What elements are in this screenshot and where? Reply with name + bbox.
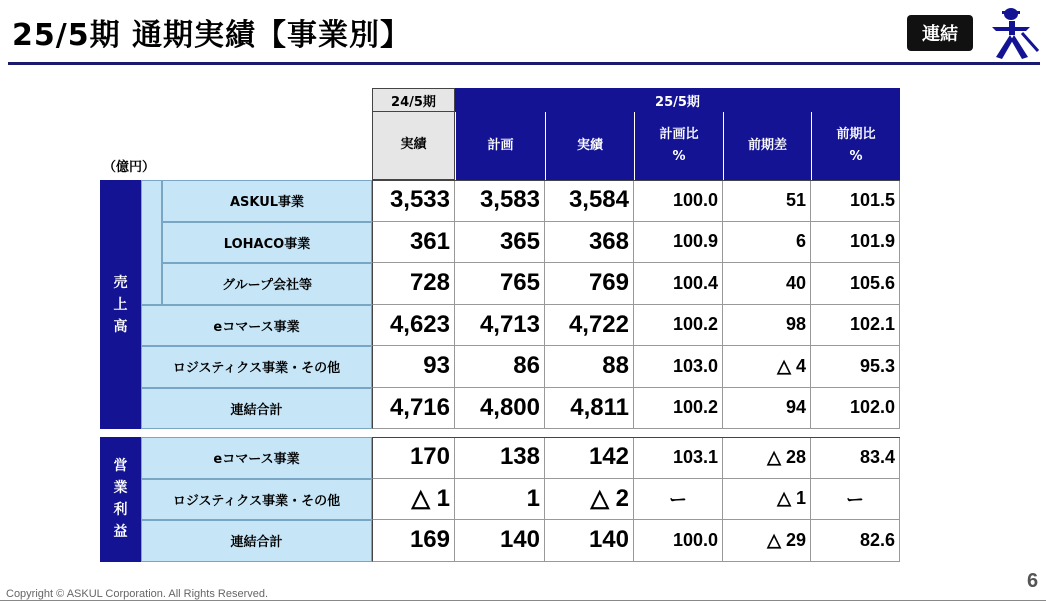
sales-side-label-char: 売 — [113, 274, 128, 291]
table-cell: 361 — [372, 222, 455, 264]
table-cell: 100.0 — [634, 180, 723, 222]
table-cell: △ 29 — [723, 520, 811, 562]
table-cell: 3,583 — [455, 180, 545, 222]
table-cell: △ 4 — [723, 346, 811, 388]
table-cell: 3,584 — [545, 180, 634, 222]
table-cell: 95.3 — [811, 346, 900, 388]
table-cell: 4,623 — [372, 305, 455, 347]
table-cell: 765 — [455, 263, 545, 305]
sales-side-label — [100, 180, 141, 429]
table-cell: 88 — [545, 346, 634, 388]
table-cell: 100.0 — [634, 520, 723, 562]
column-header — [723, 112, 811, 180]
column-header-unit: % — [672, 149, 686, 164]
table-cell: 4,811 — [545, 388, 634, 430]
table-cell: 728 — [372, 263, 455, 305]
curr-period-header: 25/5期 — [455, 88, 900, 112]
page-title: 25/5期 通期実績【事業別】 — [12, 18, 412, 53]
table-cell: 100.2 — [634, 388, 723, 430]
footer-divider — [0, 600, 1046, 601]
copyright: Copyright © ASKUL Corporation. All Rights Reserved. — [6, 588, 269, 600]
column-header-label: 計画 — [487, 138, 514, 153]
column-header — [811, 112, 900, 180]
table-cell: 100.9 — [634, 222, 723, 264]
column-header-label: 計画比 — [659, 127, 699, 142]
table-cell: ー — [634, 479, 723, 521]
table-cell: 83.4 — [811, 437, 900, 479]
table-cell: △ 28 — [723, 437, 811, 479]
column-header-label: 前期比 — [836, 127, 876, 142]
op-profit-side-label-char: 利 — [113, 502, 128, 519]
op-profit-side-label — [100, 437, 141, 562]
table-cell: 51 — [723, 180, 811, 222]
table-cell: 102.0 — [811, 388, 900, 430]
row-name: LOHACO事業 — [162, 222, 372, 264]
table-cell: 103.1 — [634, 437, 723, 479]
table-cell: 365 — [455, 222, 545, 264]
op-profit-side-label-char: 益 — [113, 524, 128, 541]
table-cell: 86 — [455, 346, 545, 388]
row-name: ASKUL事業 — [162, 180, 372, 222]
table-cell: ー — [811, 479, 900, 521]
row-name: グループ会社等 — [162, 263, 372, 305]
table-cell: 101.9 — [811, 222, 900, 264]
table-cell: 4,722 — [545, 305, 634, 347]
table-cell: 138 — [455, 437, 545, 479]
table-cell: 4,716 — [372, 388, 455, 430]
page-number: 6 — [1027, 570, 1039, 592]
table-cell: 82.6 — [811, 520, 900, 562]
table-cell: 140 — [455, 520, 545, 562]
table-cell: 100.2 — [634, 305, 723, 347]
indent-strip — [141, 180, 162, 305]
table-cell: 101.5 — [811, 180, 900, 222]
table-cell: 368 — [545, 222, 634, 264]
row-name: 連結合計 — [141, 388, 372, 430]
column-header-unit: % — [849, 149, 863, 164]
op-profit-side-label-char: 営 — [113, 458, 128, 475]
table-cell: 105.6 — [811, 263, 900, 305]
column-header-label: 実績 — [576, 138, 603, 153]
sales-side-label-char: 高 — [113, 318, 128, 335]
column-header — [634, 112, 723, 180]
table-cell: 6 — [723, 222, 811, 264]
table-border — [372, 437, 900, 438]
table-cell: 142 — [545, 437, 634, 479]
table-cell: 1 — [455, 479, 545, 521]
sales-side-label-char: 上 — [113, 296, 128, 313]
table-cell: △ 2 — [545, 479, 634, 521]
row-name: ロジスティクス事業・その他 — [141, 479, 372, 521]
column-header-label: 実績 — [400, 137, 427, 152]
table-cell: 170 — [372, 437, 455, 479]
table-cell: 3,533 — [372, 180, 455, 222]
table-cell: 169 — [372, 520, 455, 562]
column-header — [372, 112, 455, 180]
table-cell: 93 — [372, 346, 455, 388]
prev-period-header: 24/5期 — [372, 88, 455, 112]
table-cell: 98 — [723, 305, 811, 347]
table-cell: 102.1 — [811, 305, 900, 347]
table-cell: 769 — [545, 263, 634, 305]
table-cell: 103.0 — [634, 346, 723, 388]
table-cell: 94 — [723, 388, 811, 430]
op-profit-side-label-char: 業 — [113, 480, 128, 497]
column-header — [455, 112, 545, 180]
table-cell: 4,713 — [455, 305, 545, 347]
row-name: 連結合計 — [141, 520, 372, 562]
table-cell: △ 1 — [723, 479, 811, 521]
column-header — [545, 112, 634, 180]
table-cell: 4,800 — [455, 388, 545, 430]
consolidated-badge: 連結 — [907, 15, 973, 51]
column-header-label: 前期差 — [747, 138, 787, 153]
table-cell: △ 1 — [372, 479, 455, 521]
table-border — [372, 180, 900, 181]
table-cell: 100.4 — [634, 263, 723, 305]
table-cell: 140 — [545, 520, 634, 562]
row-name: ロジスティクス事業・その他 — [141, 346, 372, 388]
table-cell: 40 — [723, 263, 811, 305]
askul-runner-icon — [982, 5, 1040, 61]
unit-label: （億円） — [103, 160, 156, 175]
row-name: eコマース事業 — [141, 437, 372, 479]
row-name: eコマース事業 — [141, 305, 372, 347]
title-divider — [8, 62, 1040, 65]
